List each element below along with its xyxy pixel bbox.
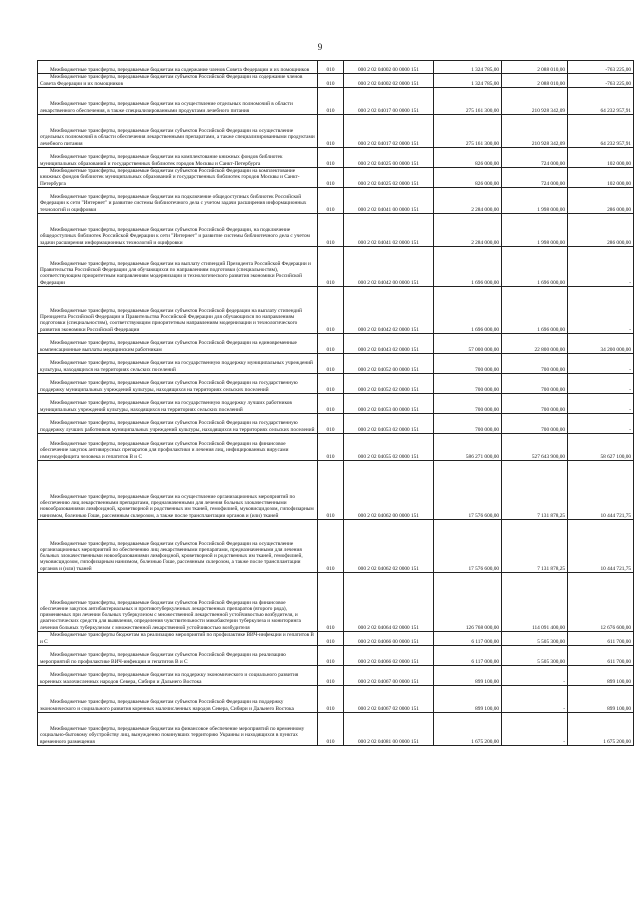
row-executed-amount: 2 088 010,00 [502, 74, 568, 88]
row-budget-code: 000 2 02 04064 02 0000 151 [344, 573, 434, 632]
row-approved-amount: 1 324 785,00 [434, 74, 502, 88]
row-approved-amount: 6 117 000,00 [434, 632, 502, 646]
row-line-code: 010 [318, 394, 344, 414]
table-row [38, 148, 634, 168]
row-approved-amount: 275 161 300,00 [434, 88, 502, 115]
row-description: Межбюджетные трансферты, передаваемые бюджетам субъектов Российской Федерации на осуществление организационных мероприятий по обеспечению лиц лекарственными препаратами, предназначенными для лечения больных злокачественными новообразованиями лимфоидной, кроветворной и родственных им тканей, гемофилией, муковисцидозом, гипофизарным нанизмом, болезнью Гоше, рассеянным склерозом, а также после трансплантации органов и (или) тканей [38, 520, 318, 573]
row-executed-amount: 7 131 878,25 [502, 461, 568, 520]
row-unexecuted-amount: 286 000,00 [568, 214, 634, 247]
row-executed-amount: 210 928 342,09 [502, 115, 568, 148]
table-row [38, 115, 634, 148]
table-row [38, 686, 634, 713]
row-line-code: 010 [318, 573, 344, 632]
row-budget-code: 000 2 02 04042 00 0000 151 [344, 247, 434, 287]
row-description: Межбюджетные трансферты, передаваемые бюджетам на государственную поддержку лучших работников муниципальных учреждений культуры, находящихся на территориях сельских поселений [38, 394, 318, 414]
row-unexecuted-amount: 10 444 721,75 [568, 461, 634, 520]
table-row [38, 374, 634, 394]
row-unexecuted-amount: - [568, 287, 634, 334]
row-description: Межбюджетные трансферты, передаваемые бюджетам на осуществление отдельных полномочий в области лекарственного обеспечения, в также специализированными продуктами лечебного питания [38, 88, 318, 115]
row-budget-code: 000 2 02 04067 02 0000 151 [344, 686, 434, 713]
row-line-code: 010 [318, 632, 344, 646]
row-description: Межбюджетные трансферты, передаваемые бюджетам на осуществление организационных мероприятий по обеспечению лиц лекарственными препаратами, предназначенными для лечения больных злокачественными новообразованиями лимфоидной, кроветворной и родственных им тканей, гемофилией, муковисцидозом, гипофизарным нанизмом, болезнью Гоше, рассеянным склерозом, а также после трансплантации органов и (или) тканей [38, 461, 318, 520]
row-budget-code: 000 2 02 04017 02 0000 151 [344, 115, 434, 148]
table-row [38, 74, 634, 88]
row-line-code: 010 [318, 374, 344, 394]
table-row [38, 334, 634, 354]
table-row [38, 88, 634, 115]
row-budget-code: 000 2 02 04025 02 0000 151 [344, 168, 434, 188]
row-approved-amount: 899 100,00 [434, 686, 502, 713]
row-executed-amount: 1 998 000,00 [502, 214, 568, 247]
row-description: Межбюджетные трансферты, передаваемые бюджетам на государственную поддержку муниципальных учреждений культуры, находящихся на территориях сельских поселений [38, 354, 318, 374]
row-description: Межбюджетные трансферты, передаваемые бюджетам на поддержку экономического и социального развития коренных малочисленных народов Севера, Сибири и Дальнего Востока [38, 666, 318, 686]
row-approved-amount: 6 117 000,00 [434, 646, 502, 666]
row-line-code: 010 [318, 334, 344, 354]
row-executed-amount: 7 131 878,25 [502, 520, 568, 573]
page-number: 9 [317, 42, 323, 52]
row-approved-amount: 2 284 000,00 [434, 188, 502, 214]
row-executed-amount: 1 696 000,00 [502, 247, 568, 287]
row-unexecuted-amount: 899 100,00 [568, 666, 634, 686]
row-line-code: 010 [318, 287, 344, 334]
row-description: Межбюджетные трансферты, передаваемые бюджетам субъектов Российской Федерации на финансовое обеспечение закупок антибактериальных и противотуберкулезных лекарственных препаратов (второго ряда), применяемых при лечении больных туберкулезом с множественной лекарственной устойчивостью возбудителя, и диагностических средств для выявления, определения чувствительности микобактерии туберкулеза и мониторинга лечения больных туберкулезом с множественной лекарственной устойчивостью возбудителя [38, 573, 318, 632]
row-approved-amount: 826 000,00 [434, 168, 502, 188]
row-budget-code: 000 2 02 04055 02 0000 151 [344, 434, 434, 461]
row-unexecuted-amount: 611 700,00 [568, 632, 634, 646]
row-approved-amount: 826 000,00 [434, 148, 502, 168]
row-line-code: 010 [318, 168, 344, 188]
table-row [38, 713, 634, 746]
table-row [38, 666, 634, 686]
budget-table [37, 60, 634, 746]
row-description: Межбюджетные трансферты, передаваемые бюджетам субъектов Российской Федерации, на подключение общедоступных библиотек Российской Федерации к сети "Интернет" и развитие системы библиотечного дела с учетом задачи расширения информационных технологий и оцифровки [38, 214, 318, 247]
row-executed-amount: 724 000,00 [502, 148, 568, 168]
table-row [38, 287, 634, 334]
table-row [38, 61, 634, 74]
row-description: Межбюджетные трансферты, передаваемые бюджетам на комплектование книжных фондов библиотек муниципальных образований и государственных библиотек городов Москвы и Санкт-Петербурга [38, 148, 318, 168]
row-line-code: 010 [318, 434, 344, 461]
row-description: Межбюджетные трансферты, передаваемые бюджетам субъектов Российской Федерации на реализацию мероприятий по профилактике ВИЧ-инфекции и гепатитов В и С [38, 646, 318, 666]
row-description: Межбюджетные трансферты, передаваемые бюджетам субъектов Российской Федерации на финансовое обеспечение закупок антивирусных препаратов для профилактики и лечения лиц, инфицированных вирусами иммунодефицита человека и гепатитов В и С [38, 434, 318, 461]
row-budget-code: 000 2 02 04067 00 0000 151 [344, 666, 434, 686]
row-line-code: 010 [318, 74, 344, 88]
row-approved-amount: 57 000 000,00 [434, 334, 502, 354]
row-executed-amount: 700 000,00 [502, 354, 568, 374]
row-unexecuted-amount: -763 225,00 [568, 61, 634, 74]
row-description: Межбюджетные трансферты бюджетам на реализацию мероприятий по профилактике ВИЧ-инфекции и гепатитов В и С [38, 632, 318, 646]
table-row [38, 354, 634, 374]
table-row [38, 461, 634, 520]
row-budget-code: 000 2 02 04042 02 0000 151 [344, 287, 434, 334]
row-description: Межбюджетные трансферты, передаваемые бюджетам субъектов Российской Федерации на государственную поддержку лучших работников муниципальных учреждений культуры, находящихся на территориях сельских поселений [38, 414, 318, 434]
row-budget-code: 000 2 02 04053 00 0000 151 [344, 394, 434, 414]
row-unexecuted-amount: 1 675 200,00 [568, 713, 634, 746]
row-budget-code: 000 2 02 04062 00 0000 151 [344, 461, 434, 520]
row-description: Межбюджетные трансферты, передаваемые бюджетам на содержание членов Совета Федерации и их помощников [38, 61, 318, 74]
row-line-code: 010 [318, 61, 344, 74]
row-approved-amount: 1 324 785,00 [434, 61, 502, 74]
row-unexecuted-amount: 12 676 600,00 [568, 573, 634, 632]
row-unexecuted-amount: -763 225,00 [568, 74, 634, 88]
row-approved-amount: 1 696 000,00 [434, 287, 502, 334]
row-approved-amount: 899 100,00 [434, 666, 502, 686]
row-unexecuted-amount: - [568, 414, 634, 434]
row-description: Межбюджетные трансферты, передаваемые бюджетам субъектов Российской Федерации на единовременные компенсационные выплаты медицинским работникам [38, 334, 318, 354]
row-executed-amount: - [502, 666, 568, 686]
row-budget-code: 000 2 02 04066 02 0000 151 [344, 646, 434, 666]
table-row [38, 434, 634, 461]
row-budget-code: 000 2 02 04025 00 0000 151 [344, 148, 434, 168]
row-approved-amount: 586 271 000,00 [434, 434, 502, 461]
row-approved-amount: 700 000,00 [434, 394, 502, 414]
row-line-code: 010 [318, 713, 344, 746]
row-unexecuted-amount: - [568, 394, 634, 414]
row-description: Межбюджетные трансферты, передаваемые бюджетам на подключение общедоступных библиотек Российской Федерации к сети "Интернет" и развитие системы библиотечного дела с учетом задачи расширения информационных технологий и оцифровки [38, 188, 318, 214]
row-line-code: 010 [318, 461, 344, 520]
row-budget-code: 000 2 02 04052 00 0000 151 [344, 354, 434, 374]
table-body [38, 61, 634, 746]
row-executed-amount: 1 998 000,00 [502, 188, 568, 214]
row-executed-amount: 527 643 900,00 [502, 434, 568, 461]
row-line-code: 010 [318, 88, 344, 115]
row-line-code: 010 [318, 214, 344, 247]
row-description: Межбюджетные трансферты, передаваемые бюджетам субъектов Российской федерации на выплату стипендий Президента Российской Федерации и Правительства Российской Федерации для обучающихся по направлениям подготовки (специальностям), соответствующим приоритетным направлениям модернизации и технологического развития экономики Российской Федерации [38, 287, 318, 334]
row-executed-amount: 2 088 010,00 [502, 61, 568, 74]
row-executed-amount: 5 505 300,00 [502, 646, 568, 666]
row-executed-amount: 724 000,00 [502, 168, 568, 188]
row-approved-amount: 126 768 000,00 [434, 573, 502, 632]
row-line-code: 010 [318, 148, 344, 168]
table-row [38, 520, 634, 573]
row-executed-amount: 210 928 342,09 [502, 88, 568, 115]
row-description: Межбюджетные трансферты, передаваемые бюджетам субъектов Российской Федерации на поддержку экономического и социального развития коренных малочисленных народов Севера, Сибири и Дальнего Востока [38, 686, 318, 713]
table-row [38, 646, 634, 666]
row-budget-code: 000 2 02 04041 00 0000 151 [344, 188, 434, 214]
row-budget-code: 000 2 02 04066 00 0000 151 [344, 632, 434, 646]
row-executed-amount: - [502, 713, 568, 746]
row-line-code: 010 [318, 520, 344, 573]
row-unexecuted-amount: - [568, 354, 634, 374]
row-unexecuted-amount: 611 700,00 [568, 646, 634, 666]
row-line-code: 010 [318, 247, 344, 287]
row-description: Межбюджетные трансферты, передаваемые бюджетам на финансовое обеспечение мероприятий по временному социально-бытовому обустройству лиц, вынужденно покинувших территорию Украины и находящихся в пунктах временного размещения [38, 713, 318, 746]
row-unexecuted-amount: - [568, 374, 634, 394]
row-unexecuted-amount: 64 232 957,91 [568, 88, 634, 115]
row-budget-code: 000 2 02 04053 02 0000 151 [344, 414, 434, 434]
row-line-code: 010 [318, 188, 344, 214]
row-approved-amount: 700 000,00 [434, 374, 502, 394]
row-approved-amount: 1 675 200,00 [434, 713, 502, 746]
row-description: Межбюджетные трансферты, передаваемые бюджетам субъектов Российской Федерации на государственную поддержку муниципальных учреждений культуры, находящихся на территориях сельских поселений [38, 374, 318, 394]
row-approved-amount: 1 696 000,00 [434, 247, 502, 287]
row-unexecuted-amount: 899 100,00 [568, 686, 634, 713]
row-approved-amount: 275 161 300,00 [434, 115, 502, 148]
table-row [38, 394, 634, 414]
row-line-code: 010 [318, 414, 344, 434]
row-unexecuted-amount: 34 200 000,00 [568, 334, 634, 354]
table-row [38, 188, 634, 214]
row-unexecuted-amount: 10 444 721,75 [568, 520, 634, 573]
row-unexecuted-amount: 58 627 100,00 [568, 434, 634, 461]
row-description: Межбюджетные трансферты, передаваемые бюджетам субъектов Российской Федерации на содержание членов Совета Федерации и их помощников [38, 74, 318, 88]
row-line-code: 010 [318, 354, 344, 374]
row-executed-amount: 700 000,00 [502, 394, 568, 414]
table-row [38, 247, 634, 287]
row-budget-code: 000 2 02 04002 02 0000 151 [344, 74, 434, 88]
row-line-code: 010 [318, 686, 344, 713]
row-approved-amount: 17 576 600,00 [434, 461, 502, 520]
table-row [38, 168, 634, 188]
row-unexecuted-amount: - [568, 247, 634, 287]
row-budget-code: 000 2 02 04081 00 0000 151 [344, 713, 434, 746]
row-description: Межбюджетные трансферты, передаваемые бюджетам субъектов Российской Федерации на осуществление отдельных полномочий в области обеспечения лекарственными препаратами, а также специализированными продуктами лечебного питания [38, 115, 318, 148]
row-approved-amount: 700 000,00 [434, 354, 502, 374]
table-row [38, 214, 634, 247]
row-unexecuted-amount: 64 232 957,91 [568, 115, 634, 148]
row-budget-code: 000 2 02 04002 00 0000 151 [344, 61, 434, 74]
row-budget-code: 000 2 02 04052 02 0000 151 [344, 374, 434, 394]
row-budget-code: 000 2 02 04043 02 0000 151 [344, 334, 434, 354]
row-approved-amount: 17 576 600,00 [434, 520, 502, 573]
row-line-code: 010 [318, 115, 344, 148]
row-executed-amount: 700 000,00 [502, 414, 568, 434]
table-row [38, 573, 634, 632]
row-executed-amount: 1 696 000,00 [502, 287, 568, 334]
row-budget-code: 000 2 02 04062 02 0000 151 [344, 520, 434, 573]
row-approved-amount: 700 000,00 [434, 414, 502, 434]
row-unexecuted-amount: 286 000,00 [568, 188, 634, 214]
row-executed-amount: 5 505 300,00 [502, 632, 568, 646]
row-description: Межбюджетные трансферты, передаваемые бюджетам на выплату стипендий Президента Российской Федерации и Правительства Российской Федерации для обучающихся по направлениям подготовки (специальностям), соответствующим приоритетным направлениям модернизации и технологического развития экономики Российской Федерации [38, 247, 318, 287]
row-budget-code: 000 2 02 04041 02 0000 151 [344, 214, 434, 247]
row-line-code: 010 [318, 646, 344, 666]
row-approved-amount: 2 284 000,00 [434, 214, 502, 247]
table-row [38, 632, 634, 646]
row-executed-amount: - [502, 686, 568, 713]
table-row [38, 414, 634, 434]
row-executed-amount: 114 091 400,00 [502, 573, 568, 632]
row-description: Межбюджетные трансферты, передаваемые бюджетам субъектов Российской Федерации на комплектование книжных фондов библиотек муниципальных образований и государственных библиотек городов Москвы и Санкт-Петербурга [38, 168, 318, 188]
row-line-code: 010 [318, 666, 344, 686]
row-unexecuted-amount: 102 000,00 [568, 148, 634, 168]
row-budget-code: 000 2 02 04017 00 0000 151 [344, 88, 434, 115]
row-unexecuted-amount: 102 000,00 [568, 168, 634, 188]
row-executed-amount: 700 000,00 [502, 374, 568, 394]
row-executed-amount: 22 800 000,00 [502, 334, 568, 354]
